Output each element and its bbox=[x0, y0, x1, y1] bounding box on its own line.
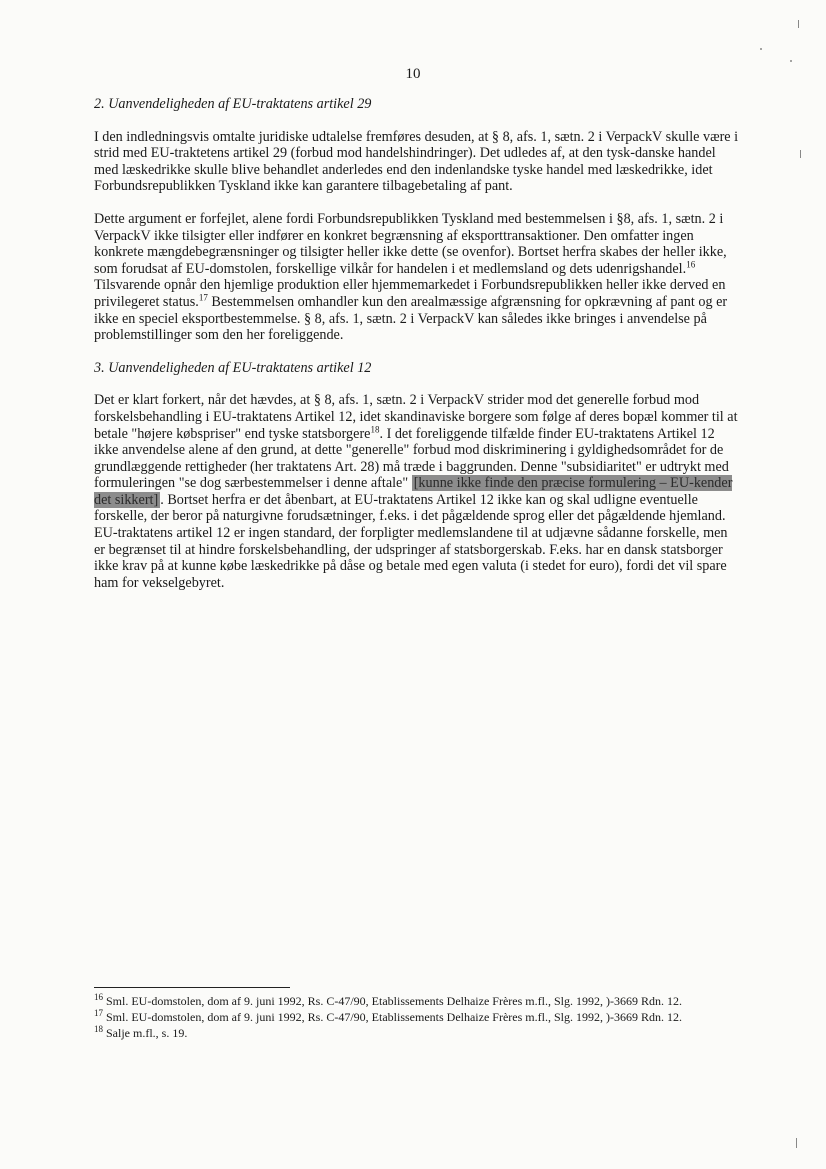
section-2 bbox=[94, 96, 742, 344]
paragraph bbox=[94, 392, 742, 591]
footnotes bbox=[94, 994, 742, 1042]
footnote bbox=[94, 1026, 742, 1040]
paragraph-text: Dette argument er forfejlet, alene fordi Forbundsrepublikken Tyskland med bestemmelsen i §8, afs. 1, sætn. 2 i VerpackV ikke tilsigter eller indfører en konkret begrænsning af eksporttransaktioner. Den omfatter ingen konkrete mængdebegrænsninger og tilsigter heller ikke dette (se ovenfor). Bortset herfra skabes der heller ikke, som forudsat af EU-domstolen, forskellige vilkår for handelen i et medlemsland og dets udenrigshandel. bbox=[94, 210, 727, 277]
section-heading: 2. Uanvendeligheden af EU-traktatens artikel 29 bbox=[94, 96, 372, 112]
paragraph-text: . I det foreliggende tilfælde finder EU-traktatens Artikel 12 ikke anvendelse alene af den grund, at dette "generelle" forbud mod diskriminering i gyldighedsområdet for de grundlæggende rettigheder (her traktatens Art. 28) må træde i baggrunden. Denne "subsidiaritet" er udtrykt med formuleringen "se dog særbestemmelser i denne aftale" bbox=[94, 425, 729, 492]
footnote bbox=[94, 1010, 742, 1024]
footnote-reference: 17 bbox=[198, 292, 208, 303]
paragraph-text: Bestemmelsen omhandler kun den arealmæssige afgrænsning for opkrævning af pant og er ikke en speciel eksportbestemmelse. § 8, afs. 1, sætn. 2 i VerpackV kan således ikke bringes i anvendelse på problemstillinger som den her foreliggende. bbox=[94, 293, 728, 344]
footnote-number: 18 bbox=[94, 1024, 103, 1034]
footnote-reference: 16 bbox=[686, 259, 696, 270]
scan-speck bbox=[790, 60, 792, 62]
section-3 bbox=[94, 360, 742, 592]
section-heading: 3. Uanvendeligheden af EU-traktatens artikel 12 bbox=[94, 359, 372, 376]
footnote-divider bbox=[94, 987, 290, 988]
paragraph-text: Tilsvarende opnår den hjemlige produktion eller hjemmemarkedet i Forbundsrepublikken heller ikke derved en privilegeret status. bbox=[94, 277, 726, 310]
document-body bbox=[94, 96, 742, 607]
paragraph-text: Det er klart forkert, når det hævdes, at § 8, afs. 1, sætn. 2 i VerpackV strider mod det generelle forbud mod forskelsbehandling i EU-traktatens Artikel 12, idet skandinaviske borgere som følge af deres bopæl kommer til at betale "højere købspriser" end tyske statsborgere bbox=[94, 392, 738, 442]
highlighted-comment: [kunne ikke finde den præcise formulering – EU-kender det sikkert] bbox=[94, 475, 733, 508]
scan-speck bbox=[760, 48, 762, 50]
footnote-text: Salje m.fl., s. 19. bbox=[106, 1026, 188, 1040]
footnote-text: Sml. EU-domstolen, dom af 9. juni 1992, Rs. C-47/90, Etablissements Delhaize Frères m.fl., Slg. 1992, )-3669 Rdn. 12. bbox=[106, 994, 682, 1008]
paragraph bbox=[94, 129, 742, 195]
footnote-number: 17 bbox=[94, 1008, 103, 1018]
footnote-number: 16 bbox=[94, 992, 103, 1002]
paragraph-text: I den indledningsvis omtalte juridiske udtalelse fremføres desuden, at § 8, afs. 1, sætn. 2 i VerpackV skulle være i strid med EU-traktetens artikel 29 (forbud mod handelshindringer). Det udledes af, at den tysk-danske handel med læskedrikke skulle blive behandlet anderledes end den indenlandske tyske handel med læskedrikke, idet Forbundsrepublikken Tyskland ikke kan garantere tilbagebetaling af pant. bbox=[94, 128, 739, 195]
paragraph bbox=[94, 211, 742, 344]
scan-speck bbox=[796, 1138, 797, 1148]
footnote bbox=[94, 994, 742, 1008]
scan-speck bbox=[798, 20, 799, 28]
paragraph-text: . Bortset herfra er det åbenbart, at EU-traktatens Artikel 12 ikke kan og skal udligne eventuelle forskelle, der beror på naturgivne forudsætninger, f.eks. i det pågældende sprog eller det pågældende hjemland. EU-traktatens artikel 12 er ingen standard, der forpligter medlemslandene til at udjævne sådanne forskelle, men er begrænset til at hindre forskelsbehandling, der udspringer af statsborgerskab. F.eks. har en dansk statsborger ikke krav på at kunne købe læskedrikke på dåse og betale med egen valuta (i stedet for euro), fordi det vil spare ham for vekselgebyret. bbox=[94, 491, 728, 591]
footnote-reference: 18 bbox=[370, 423, 380, 434]
scan-speck bbox=[800, 150, 801, 158]
footnote-text: Sml. EU-domstolen, dom af 9. juni 1992, Rs. C-47/90, Etablissements Delhaize Frères m.fl., Slg. 1992, )-3669 Rdn. 12. bbox=[106, 1010, 682, 1024]
page-number: 10 bbox=[405, 66, 421, 82]
